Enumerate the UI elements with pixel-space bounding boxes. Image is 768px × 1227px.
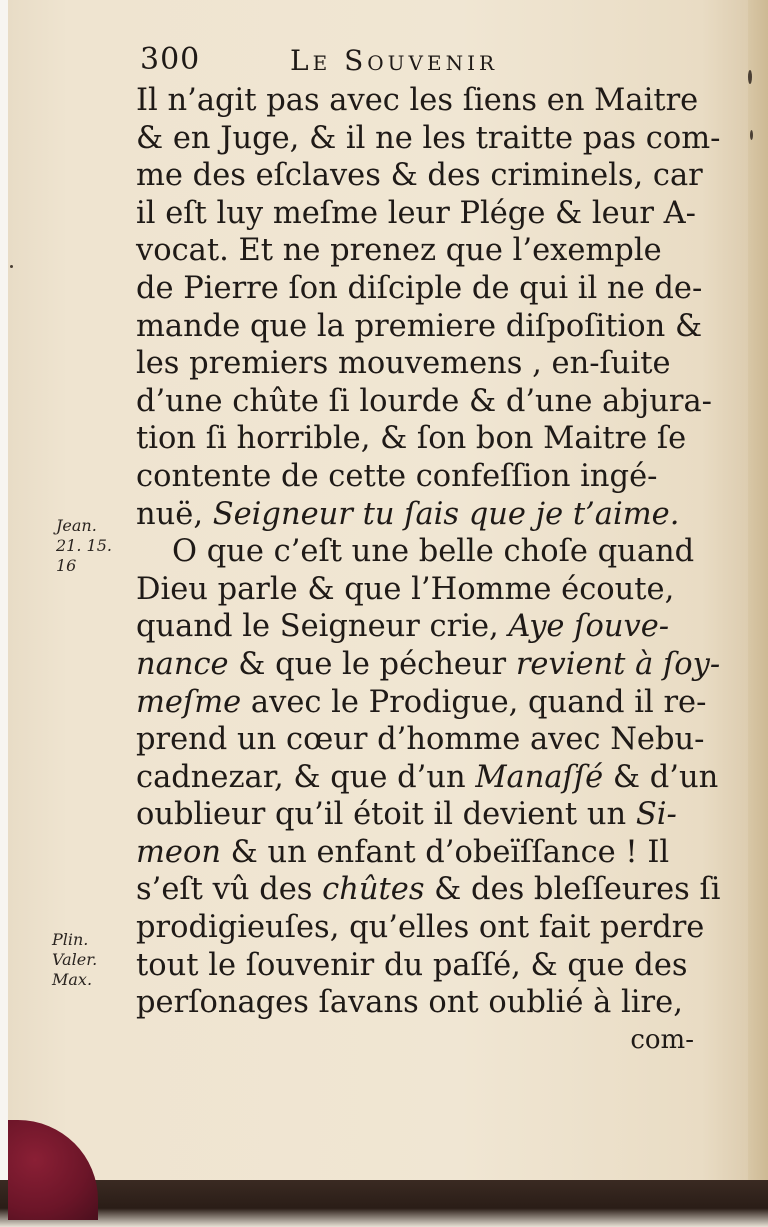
text-segment: avec le Prodigue, quand il re- (241, 684, 707, 720)
text-line (136, 195, 706, 233)
text-segment: me des eſclaves & des criminels, car (136, 158, 703, 194)
text-segment: contente de cette confeſſion ingé- (136, 458, 658, 494)
italic-segment: chûtes (322, 872, 425, 908)
margin-note-line: Valer. (52, 950, 98, 969)
text-segment: & d’un (603, 759, 719, 795)
text-line (136, 345, 706, 383)
text-segment: prend un cœur d’homme avec Nebu- (136, 722, 705, 758)
text-segment: & que le pécheur (228, 646, 516, 682)
page-number: 300 (140, 42, 201, 77)
binding-bottom (0, 1180, 768, 1227)
page-speck (748, 70, 752, 84)
text-segment: oublieur qu’il étoit il devient un (136, 797, 636, 833)
text-segment: tion ſi horrible, & ſon bon Maitre ſe (136, 421, 687, 457)
text-segment: les premiers mouvemens , en-ſuite (136, 346, 671, 382)
text-line (136, 533, 706, 571)
text-segment: & des bleſſeures ſi (424, 872, 721, 908)
text-segment: prodigieuſes, qu’elles ont fait perdre (136, 910, 705, 946)
text-line (136, 684, 706, 722)
text-line (136, 759, 719, 797)
text-line (136, 947, 706, 985)
page-edge-shadow (748, 0, 768, 1180)
text-segment: mande que la premiere diſpoſition & (136, 308, 703, 344)
text-line (136, 646, 721, 684)
text-segment: Dieu parle & que l’Homme écoute, (136, 571, 675, 607)
margin-note-jean (56, 516, 112, 576)
italic-segment: meſme (136, 684, 242, 720)
italic-segment: revient à ſoy- (515, 646, 721, 682)
text-line (136, 120, 721, 158)
margin-note-line: Jean. (56, 516, 97, 535)
body-text (136, 82, 721, 1059)
text-line (136, 232, 706, 270)
text-segment: de Pierre ſon diſciple de qui il ne de- (136, 270, 703, 306)
text-segment: nuë, (136, 496, 213, 532)
running-title: Le Souvenir (290, 44, 499, 77)
text-line (136, 909, 706, 947)
text-segment: Il n’agit pas avec les ſiens en Maitre (136, 83, 699, 118)
margin-note-line: Plin. (52, 930, 89, 949)
italic-segment: Manaſſé (475, 759, 604, 795)
text-line (136, 383, 712, 421)
text-line (136, 82, 706, 120)
text-segment: d’une chûte ſi lourde & d’une abjura- (136, 383, 712, 419)
text-segment: cadnezar, & que d’un (136, 759, 476, 795)
italic-segment: nance (136, 646, 229, 682)
italic-segment: meon (136, 834, 221, 870)
italic-segment: Seigneur tu ſais que je t’aime. (212, 496, 680, 532)
text-line (136, 458, 706, 496)
text-line (136, 270, 706, 308)
margin-note-line: 16 (56, 556, 77, 575)
running-head (140, 42, 600, 82)
margin-note-line: 21. 15. (56, 536, 112, 555)
catchword: com- (630, 1024, 694, 1055)
margin-note-line: Max. (52, 970, 93, 989)
text-line (136, 496, 706, 534)
page-speck (750, 130, 753, 140)
text-line (136, 420, 706, 458)
text-segment: perſonages ſavans ont oublié à lire, (136, 985, 683, 1021)
scan-left-margin (0, 0, 8, 1227)
italic-segment: Si- (635, 797, 677, 833)
text-segment: tout le ſouvenir du paſſé, & que des (136, 947, 688, 983)
text-line (136, 871, 721, 909)
text-line (136, 796, 706, 834)
text-segment: s’eſt vû des (136, 872, 323, 908)
text-line (136, 308, 706, 346)
italic-segment: Aye ſouve- (508, 609, 670, 645)
text-segment: O que c’eſt une belle choſe quand (172, 534, 695, 570)
text-line (136, 984, 706, 1022)
text-line (136, 834, 706, 872)
text-line (136, 571, 706, 609)
text-segment: il eſt luy meſme leur Plége & leur A- (136, 195, 696, 231)
page-speck (10, 265, 13, 268)
text-line (136, 608, 706, 646)
text-segment: vocat. Et ne prenez que l’exemple (136, 233, 662, 269)
text-segment: & en Juge, & il ne les traitte pas com- (136, 120, 721, 156)
text-line (136, 721, 706, 759)
text-line (136, 157, 706, 195)
text-segment: quand le Seigneur crie, (136, 609, 509, 645)
text-segment: & un enfant d’obeïſſance ! Il (220, 834, 670, 870)
margin-note-pliny (52, 930, 97, 990)
